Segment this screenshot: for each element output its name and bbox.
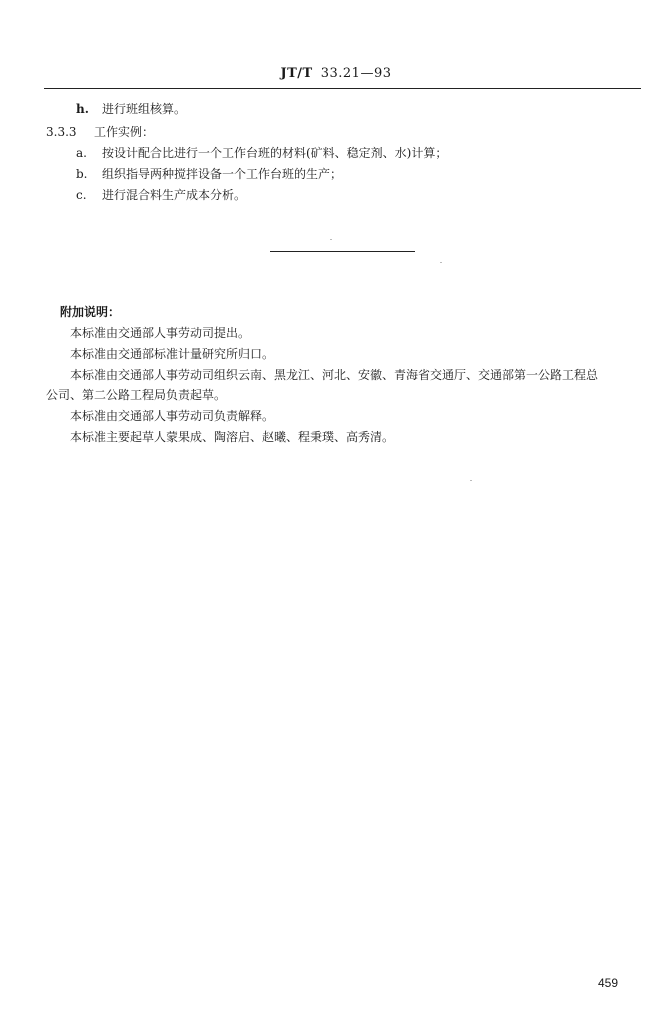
list-item-text: 进行班组核算。 bbox=[102, 102, 187, 116]
notes-line: 本标准由交通部人事劳动司组织云南、黑龙江、河北、安徽、青海省交通厅、交通部第一公路工程总 bbox=[70, 368, 599, 382]
notes-line: 本标准主要起草人蒙果成、陶溶启、赵曦、程秉璞、高秀清。 bbox=[70, 430, 395, 444]
list-item-b bbox=[76, 166, 342, 182]
clause-heading bbox=[46, 124, 154, 140]
notes-title: 附加说明： bbox=[60, 305, 121, 319]
clause-title: 工作实例： bbox=[94, 125, 155, 139]
header-rule bbox=[44, 88, 641, 89]
scan-speck bbox=[330, 239, 332, 240]
list-item-label: c. bbox=[76, 188, 87, 202]
notes-line: 公司、第二公路工程局负责起草。 bbox=[46, 388, 227, 402]
scan-speck bbox=[440, 262, 442, 263]
list-item-text: 按设计配合比进行一个工作台班的材料(矿料、稳定剂、水)计算； bbox=[102, 146, 448, 160]
list-item-h bbox=[76, 101, 186, 117]
clause-number: 3.3.3 bbox=[46, 125, 77, 139]
list-item-text: 组织指导两种搅拌设备一个工作台班的生产； bbox=[102, 167, 343, 181]
list-item-label: h. bbox=[76, 102, 89, 116]
page-header bbox=[0, 66, 672, 81]
list-item-c bbox=[76, 187, 246, 203]
notes-line: 本标准由交通部人事劳动司提出。 bbox=[70, 326, 251, 340]
scan-speck bbox=[470, 480, 472, 481]
list-item-a bbox=[76, 145, 447, 161]
section-separator bbox=[270, 251, 415, 252]
notes-line: 本标准由交通部标准计量研究所归口。 bbox=[70, 347, 275, 361]
standard-prefix: JT/T bbox=[280, 66, 313, 81]
notes-line: 本标准由交通部人事劳动司负责解释。 bbox=[70, 409, 275, 423]
list-item-text: 进行混合料生产成本分析。 bbox=[102, 188, 247, 202]
standard-number: 33.21—93 bbox=[320, 66, 392, 81]
page-number: 459 bbox=[598, 976, 619, 990]
list-item-label: a. bbox=[76, 146, 87, 160]
list-item-label: b. bbox=[76, 167, 88, 181]
